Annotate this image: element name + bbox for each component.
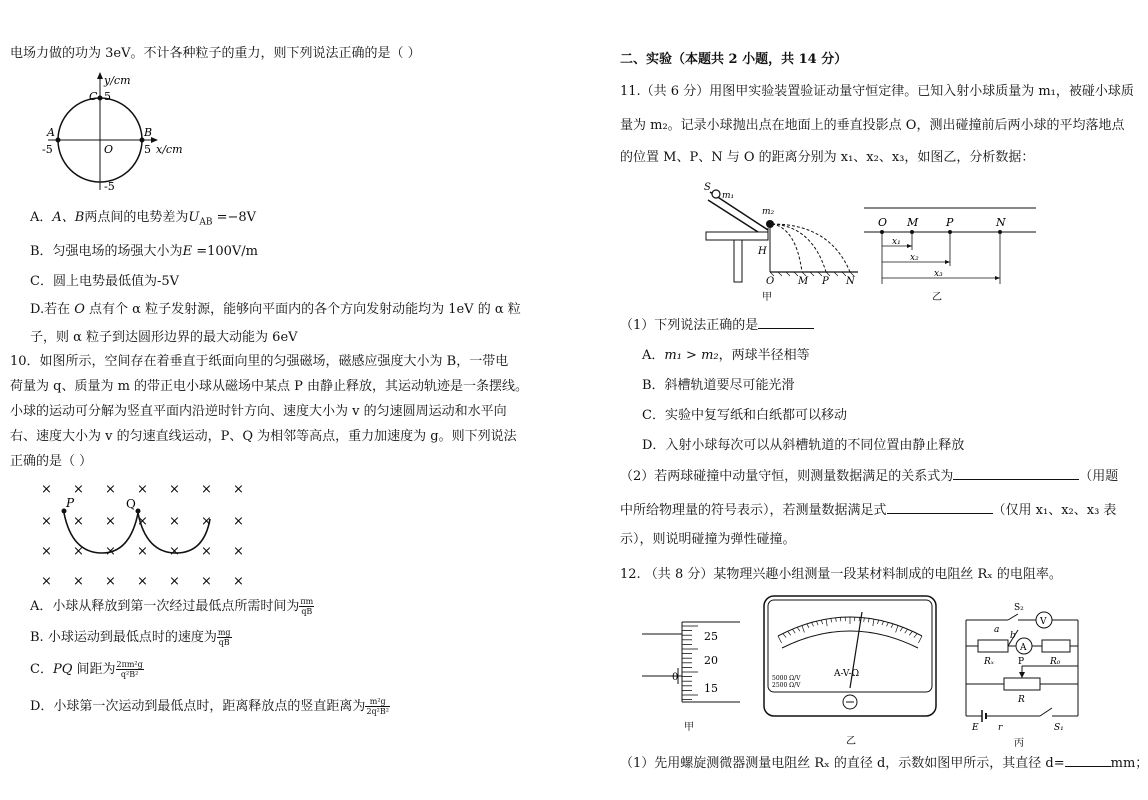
q10-option-a: A．小球从释放到第一次经过最低点所需时间为 $\frac{\pi m}{qB}$ xyxy=(30,597,314,616)
q10-field-cross: × xyxy=(73,514,84,529)
q10-field-cross: × xyxy=(169,574,180,589)
q10-field-cross: × xyxy=(169,514,180,529)
q12-resistor-rx xyxy=(978,640,1008,652)
q12-rheostat xyxy=(1004,678,1040,690)
q10-field-cross: × xyxy=(105,574,116,589)
q9-label-a: A xyxy=(47,126,55,139)
q9-option-d-line2: 子，则 α 粒子到达圆形边界的最大动能为 6eV xyxy=(30,330,298,345)
q11-label-n: N xyxy=(846,276,855,287)
q12-micro-ticks xyxy=(682,626,698,700)
q11-option-d: D．入射小球每次可以从斜槽轨道的不同位置由静止释放 xyxy=(642,438,965,453)
q10-field-cross: × xyxy=(41,482,52,497)
q10-stem-line1: 10．如图所示，空间存在着垂直于纸面向里的匀强磁场，磁感应强度大小为 B，一带电 xyxy=(10,354,509,369)
q11-b-label-o: O xyxy=(878,216,888,229)
q11-part2-line2: 中所给物理量的符号表示），若测量数据满足式 （仅用 x₁、x₂、x₃ 表 xyxy=(620,499,1116,521)
q9-option-c: C．圆上电势最低值为-5V xyxy=(30,274,179,289)
q9-circle-figure xyxy=(38,72,198,202)
q11-b-label-p: P xyxy=(946,216,954,229)
q12-label-s2: S₂ xyxy=(1014,603,1024,613)
q10-field-cross: × xyxy=(169,482,180,497)
q12-label-r0: R₀ xyxy=(1050,657,1061,667)
q10-field-cross: × xyxy=(137,574,148,589)
q9-tick-top: 5 xyxy=(104,90,111,103)
q12-caption-a: 甲 xyxy=(684,722,694,733)
q11-label-h: H xyxy=(758,246,767,257)
q12-label-v: V xyxy=(1040,617,1047,627)
q11-ball-m1 xyxy=(712,190,720,198)
q11-part2-line1: （2）若两球碰撞中动量守恒，则测量数据满足的关系式为 （用题 xyxy=(620,465,1118,487)
q10-field-cross: × xyxy=(105,482,116,497)
q12-label-ammeter: A xyxy=(1020,643,1027,653)
q10-field-cross: × xyxy=(41,514,52,529)
q10-option-c: C．PQ 间距为 $\frac{\text{2πm²g}}{\text{q²B²}}$ xyxy=(30,660,143,679)
q11-stem-line3: 的位置 M、P、N 与 O 的距离分别为 x₁、x₂、x₃，如图乙，分析数据： xyxy=(620,150,1035,165)
q11-arrowhead-x3 xyxy=(995,276,1000,280)
q9-intro: 电场力做的功为 3eV。不计各种粒子的重力，则下列说法正确的是（ ） xyxy=(10,46,421,61)
q11-part1-blank[interactable] xyxy=(758,314,814,329)
q12-label-r: R xyxy=(1018,695,1025,705)
q9-point-c xyxy=(98,96,103,101)
q9-option-d-line1: D.若在 O 点有个 α 粒子发射源，能够向平面内的各个方向发射动能均为 1eV 的 α 粒 xyxy=(30,302,521,317)
q12-circuit-figure xyxy=(958,600,1098,750)
q12-micro-20: 20 xyxy=(704,654,718,667)
q11-label-p: P xyxy=(822,276,829,287)
q12-label-r-int: r xyxy=(998,723,1003,733)
section-title: 二、实验（本题共 2 小题，共 14 分） xyxy=(620,52,848,67)
q10-option-d: D．小球第一次运动到最低点时，距离释放点的竖直距离为 $\frac{\text{m²g}}{\text{2q²B²}}$ xyxy=(30,697,389,716)
q10-field-cross: × xyxy=(233,574,244,589)
q10-field-cross: × xyxy=(137,544,148,559)
q9-label-c: C xyxy=(89,90,98,103)
q9-tick-left: -5 xyxy=(42,143,53,156)
q11-stem-line1: 11.（共 6 分）用图甲实验装置验证动量守恒定律。已知入射小球质量为 m₁，被碰小球质 xyxy=(620,84,1134,99)
q11-trajectory-n xyxy=(772,224,850,272)
q10-field-cross: × xyxy=(169,544,180,559)
q11-label-m1: m₁ xyxy=(722,191,735,201)
q11-arrowhead-x1 xyxy=(907,244,912,248)
q10-field-cross: × xyxy=(233,514,244,529)
q9-label-b: B xyxy=(144,126,153,139)
q11-part2-blank2[interactable] xyxy=(887,499,993,514)
q9-origin: O xyxy=(104,143,114,156)
q9-option-a: A．A、B两点间的电势差为$U_{AB} =-8V$ xyxy=(30,210,257,228)
q10-label-q: Q xyxy=(126,497,136,511)
q10-field-cross: × xyxy=(233,544,244,559)
q10-stem-line5: 正确的是（ ） xyxy=(10,454,93,469)
q12-switch-s1 xyxy=(1040,708,1052,716)
q9-y-arrow xyxy=(97,72,103,79)
q11-stem-line2: 量为 m₂。记录小球抛出点在地面上的垂直投影点 O，测出碰撞前后两小球的平均落地点 xyxy=(620,118,1125,133)
q12-label-p: P xyxy=(1018,657,1025,667)
q12-part1-blank[interactable] xyxy=(1065,752,1111,767)
q12-label-s1: S₁ xyxy=(1054,723,1064,733)
q10-field-cross: × xyxy=(201,544,212,559)
q10-point-q xyxy=(136,509,141,514)
q9-x-label: x/cm xyxy=(156,143,183,156)
q12-micro-25: 25 xyxy=(704,630,718,643)
q12-micro-0: 0 xyxy=(672,672,679,683)
q11-label-x1: x₁ xyxy=(892,237,901,247)
q11-option-c: C．实验中复写纸和白纸都可以移动 xyxy=(642,408,847,423)
q10-field-cross: × xyxy=(73,574,84,589)
q12-multimeter-figure xyxy=(760,592,940,752)
q12-meter-line1: 5000 Ω/V xyxy=(772,675,801,682)
q10-d-fraction: $\frac{\text{m²g}}{\text{2q²B²}}$ xyxy=(366,697,389,716)
q11-label-m: M xyxy=(798,276,809,287)
q10-field-cross: × xyxy=(105,514,116,529)
q11-table-top xyxy=(706,232,768,240)
q10-stem-line4: 右、速度大小为 v 的匀速直线运动，P、Q 为相邻等高点，重力加速度为 g。则下列说法 xyxy=(10,429,517,444)
q11-label-m2: m₂ xyxy=(762,207,775,217)
q10-field-cross: × xyxy=(137,482,148,497)
q10-c-fraction: $\frac{\text{2πm²g}}{\text{q²B²}}$ xyxy=(116,660,143,679)
q10-field-cross: × xyxy=(201,482,212,497)
q9-option-b: B．匀强电场的场强大小为E =100V/m xyxy=(30,244,258,259)
q11-option-b: B．斜槽轨道要尽可能光滑 xyxy=(642,378,795,393)
q11-label-o: O xyxy=(766,276,775,287)
q12-meter-line2: 2500 Ω/V xyxy=(772,682,801,689)
q10-field-cross: × xyxy=(41,574,52,589)
q10-field-cross: × xyxy=(233,482,244,497)
q11-caption-a: 甲 xyxy=(762,292,772,303)
q10-field-cross: × xyxy=(41,544,52,559)
q9-tick-bottom: -5 xyxy=(104,180,115,193)
q12-label-a-node: a xyxy=(994,625,1000,635)
q12-part1: （1）先用螺旋测微器测量电阻丝 Rₓ 的直径 d，示数如图甲所示，其直径 d= mm； xyxy=(620,752,1148,774)
q11-ground-hatch xyxy=(770,272,854,276)
q11-part1-stem: （1）下列说法正确的是 xyxy=(620,314,814,336)
q11-b-label-n: N xyxy=(996,216,1006,229)
q12-caption-c: 丙 xyxy=(1014,738,1024,749)
q12-meter-label: A-V-Ω xyxy=(834,669,860,679)
q11-label-x3: x₃ xyxy=(934,269,943,279)
q11-distance-figure xyxy=(860,200,1040,306)
q10-stem-line2: 荷量为 q、质量为 m 的带正电小球从磁场中某点 P 由静止释放，其运动轨迹是一条摆线。 xyxy=(10,379,529,394)
q9-y-label: y/cm xyxy=(104,74,131,87)
q12-micrometer-figure xyxy=(642,618,752,738)
right-column xyxy=(620,0,1148,800)
q10-label-p: P xyxy=(66,496,75,510)
q9-tick-right: 5 xyxy=(144,143,151,156)
q10-a-fraction: $\frac{\pi m}{qB}$ xyxy=(300,597,314,616)
q10-b-fraction: $\frac{mg}{qB}$ xyxy=(217,628,231,647)
left-column xyxy=(10,0,529,800)
q10-field-cross: × xyxy=(137,514,148,529)
q11-part2-blank1[interactable] xyxy=(953,465,1079,480)
q10-field-cross: × xyxy=(201,514,212,529)
q12-micro-15: 15 xyxy=(704,682,718,695)
q12-label-rx: Rₓ xyxy=(984,657,994,667)
q12-stem: 12. （共 8 分）某物理兴趣小组测量一段某材料制成的电阻丝 Rₓ 的电阻率。 xyxy=(620,567,1062,582)
q12-label-e: E xyxy=(972,723,979,733)
q11-option-a: A．m₁ > m₂，两球半径相等 xyxy=(642,348,810,363)
q11-label-s: S xyxy=(704,182,711,193)
q12-switch-s2 xyxy=(1008,614,1018,620)
q10-field-cross: × xyxy=(201,574,212,589)
q11-label-x2: x₂ xyxy=(910,253,919,263)
q9-point-a xyxy=(56,138,61,143)
q11-arrowhead-x2 xyxy=(945,260,950,264)
q12-label-b-node: b xyxy=(1010,631,1016,641)
q10-field-figure xyxy=(30,475,270,590)
q10-field-cross: × xyxy=(73,482,84,497)
q10-field-cross: × xyxy=(73,544,84,559)
q11-b-label-m: M xyxy=(907,216,919,229)
q12-slider-arrow xyxy=(1019,672,1025,678)
q12-caption-b: 乙 xyxy=(846,736,856,747)
q11-trajectory-p xyxy=(772,224,826,272)
q12-resistor-r0 xyxy=(1042,640,1070,652)
q11-part2-line3: 示），则说明碰撞为弹性碰撞。 xyxy=(620,532,796,547)
q11-ramp-lower xyxy=(708,200,758,232)
q11-table-leg xyxy=(734,240,742,282)
q10-stem-line3: 小球的运动可分解为竖直平面内沿逆时针方向、速度大小为 v 的匀速圆周运动和水平向 xyxy=(10,404,507,419)
q10-field-cross: × xyxy=(105,544,116,559)
q10-option-b: B. 小球运动到最低点时的速度为 $\frac{mg}{qB}$ xyxy=(30,628,231,647)
q11-caption-b: 乙 xyxy=(932,292,942,303)
